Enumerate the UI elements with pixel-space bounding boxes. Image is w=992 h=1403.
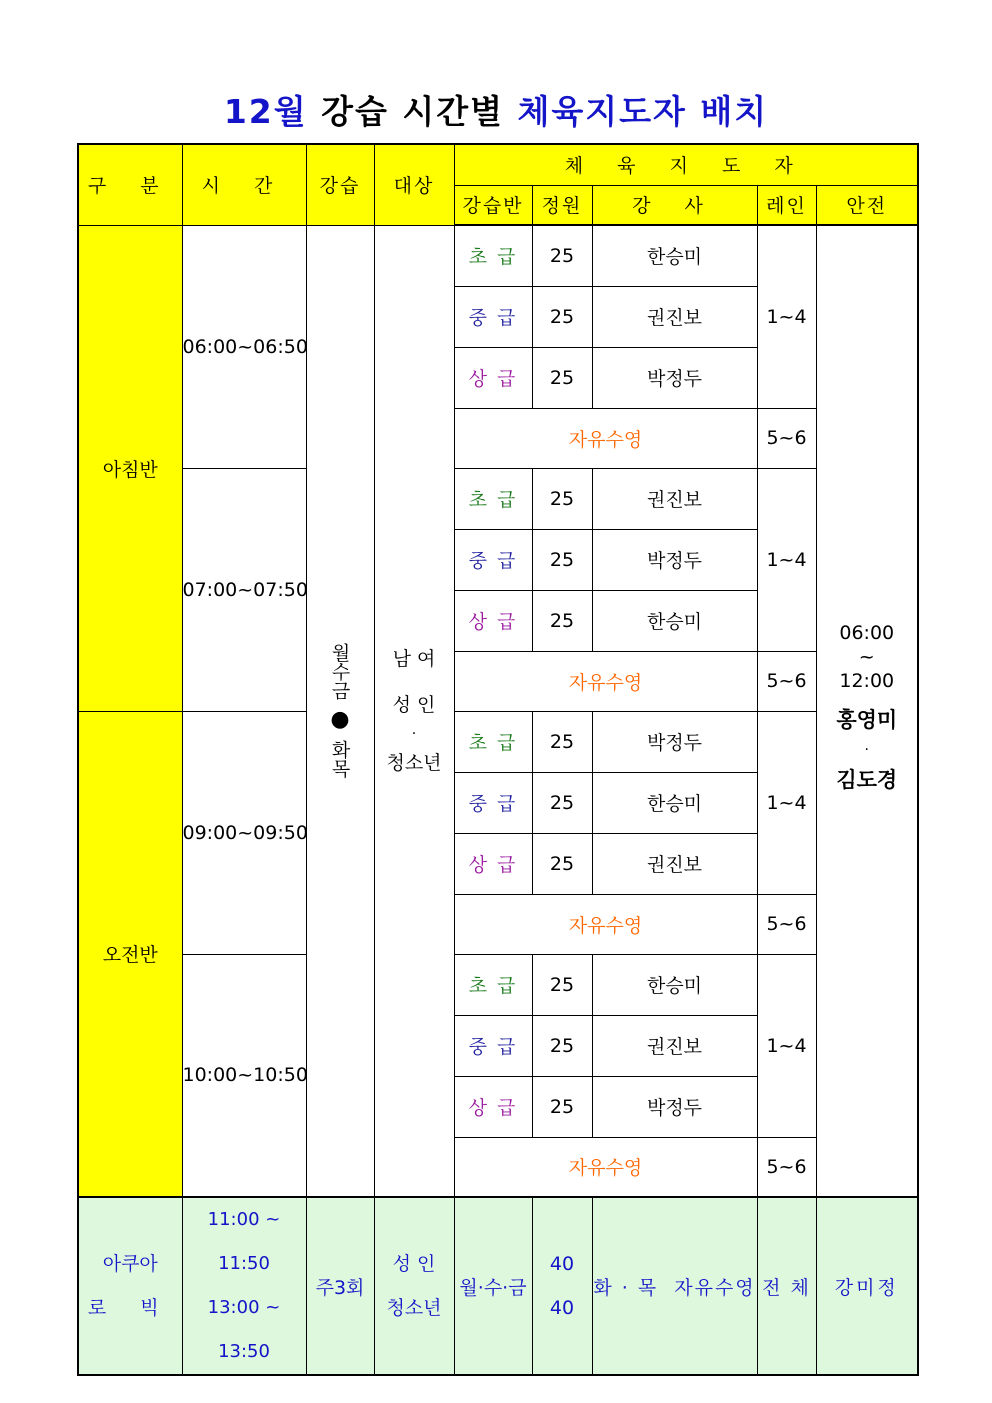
lane-free: 5~6 bbox=[757, 894, 816, 954]
slot-time: 06:00~06:50 bbox=[182, 225, 306, 468]
capacity: 25 bbox=[532, 529, 592, 590]
instructor: 박정두 bbox=[592, 347, 757, 408]
lane-lessons: 1~4 bbox=[757, 468, 816, 651]
level-intermediate: 중 급 bbox=[454, 529, 532, 590]
session-morning: 아침반 bbox=[78, 225, 182, 711]
level-beginner: 초 급 bbox=[454, 468, 532, 529]
aqua-frequency: 주3회 bbox=[306, 1197, 374, 1375]
header-lesson: 강습 bbox=[306, 144, 374, 225]
target-line3: 청소년 bbox=[386, 751, 442, 774]
capacity: 25 bbox=[532, 225, 592, 286]
level-advanced: 상 급 bbox=[454, 833, 532, 894]
level-beginner: 초 급 bbox=[454, 711, 532, 772]
lesson-days-cell bbox=[306, 225, 374, 1197]
aqua-time2: 13:00 ~ 13:50 bbox=[207, 1297, 281, 1362]
capacity: 25 bbox=[532, 347, 592, 408]
aqua-capacity2: 40 bbox=[549, 1297, 575, 1319]
safety-staff2: 김도경 bbox=[836, 768, 898, 792]
lesson-days-line2: 화목 bbox=[328, 740, 351, 779]
lane-lessons: 1~4 bbox=[757, 954, 816, 1137]
aqua-target1: 성 인 bbox=[392, 1253, 436, 1275]
capacity: 25 bbox=[532, 1015, 592, 1076]
free-swim: 자유수영 bbox=[454, 408, 757, 468]
instructor: 한승미 bbox=[592, 590, 757, 651]
safety-cell bbox=[816, 225, 918, 1197]
aqua-capacity-cell bbox=[532, 1197, 592, 1375]
capacity: 25 bbox=[532, 772, 592, 833]
level-advanced: 상 급 bbox=[454, 347, 532, 408]
level-intermediate: 중 급 bbox=[454, 1015, 532, 1076]
instructor: 박정두 bbox=[592, 529, 757, 590]
level-intermediate: 중 급 bbox=[454, 772, 532, 833]
level-beginner: 초 급 bbox=[454, 225, 532, 286]
header-instructor: 강 사 bbox=[592, 185, 757, 225]
header-class: 강습반 bbox=[454, 185, 532, 225]
aqua-time-cell bbox=[182, 1197, 306, 1375]
instructor: 권진보 bbox=[592, 833, 757, 894]
level-advanced: 상 급 bbox=[454, 590, 532, 651]
instructor: 권진보 bbox=[592, 468, 757, 529]
capacity: 25 bbox=[532, 286, 592, 347]
instructor: 한승미 bbox=[592, 225, 757, 286]
target-line2: 성 인 bbox=[392, 693, 436, 716]
target-cell bbox=[374, 225, 454, 1197]
target-separator: · bbox=[411, 725, 417, 742]
lane-free: 5~6 bbox=[757, 408, 816, 468]
safety-staff1: 홍영미 bbox=[836, 708, 898, 732]
free-swim: 자유수영 bbox=[454, 894, 757, 954]
aqua-days: 월·수·금 bbox=[454, 1197, 532, 1375]
capacity: 25 bbox=[532, 590, 592, 651]
lane-lessons: 1~4 bbox=[757, 225, 816, 408]
target-line1: 남 여 bbox=[392, 647, 436, 670]
instructor: 권진보 bbox=[592, 286, 757, 347]
capacity: 25 bbox=[532, 468, 592, 529]
header-target: 대상 bbox=[374, 144, 454, 225]
lesson-days-line1: 월수금 bbox=[328, 643, 351, 701]
aqua-time1: 11:00 ~ 11:50 bbox=[207, 1209, 281, 1274]
aqua-capacity1: 40 bbox=[549, 1253, 575, 1275]
instructor: 권진보 bbox=[592, 1015, 757, 1076]
title-month: 12월 bbox=[223, 92, 308, 131]
safety-separator: · bbox=[864, 742, 869, 758]
safety-tilde: ~ bbox=[858, 646, 875, 668]
header-time: 시 간 bbox=[182, 144, 306, 225]
aqua-lane: 전 체 bbox=[757, 1197, 816, 1375]
instructor: 박정두 bbox=[592, 1076, 757, 1137]
aqua-instructor: 강미정 bbox=[816, 1197, 918, 1375]
safety-to: 12:00 bbox=[839, 670, 895, 692]
instructor: 한승미 bbox=[592, 772, 757, 833]
instructor: 한승미 bbox=[592, 954, 757, 1015]
lane-free: 5~6 bbox=[757, 1137, 816, 1197]
aqua-name-line1: 아쿠아 bbox=[102, 1253, 158, 1275]
title-middle: 강습 시간별 bbox=[321, 92, 505, 131]
lane-free: 5~6 bbox=[757, 651, 816, 711]
slot-time: 10:00~10:50 bbox=[182, 954, 306, 1197]
level-advanced: 상 급 bbox=[454, 1076, 532, 1137]
lane-lessons: 1~4 bbox=[757, 711, 816, 894]
page-title bbox=[0, 86, 992, 133]
slot-time: 07:00~07:50 bbox=[182, 468, 306, 711]
aqua-target-cell bbox=[374, 1197, 454, 1375]
session-forenoon: 오전반 bbox=[78, 711, 182, 1197]
schedule-table bbox=[77, 143, 919, 1376]
header-safety: 안전 bbox=[816, 185, 918, 225]
free-swim: 자유수영 bbox=[454, 651, 757, 711]
instructor: 박정두 bbox=[592, 711, 757, 772]
capacity: 25 bbox=[532, 833, 592, 894]
header-division: 구 분 bbox=[78, 144, 182, 225]
title-end: 체육지도자 배치 bbox=[517, 92, 769, 131]
aqua-target2: 청소년 bbox=[386, 1297, 442, 1319]
safety-from: 06:00 bbox=[839, 622, 895, 644]
level-beginner: 초 급 bbox=[454, 954, 532, 1015]
capacity: 25 bbox=[532, 711, 592, 772]
aqua-name-line2: 로 빅 bbox=[87, 1297, 173, 1319]
header-capacity: 정원 bbox=[532, 185, 592, 225]
capacity: 25 bbox=[532, 1076, 592, 1137]
aqua-note: 화 · 목 자유수영 bbox=[592, 1197, 757, 1375]
header-lane: 레인 bbox=[757, 185, 816, 225]
aqua-name-cell bbox=[78, 1197, 182, 1375]
level-intermediate: 중 급 bbox=[454, 286, 532, 347]
header-instructors-group: 체 육 지 도 자 bbox=[454, 144, 918, 185]
lesson-days-dot-icon: ● bbox=[330, 707, 350, 733]
capacity: 25 bbox=[532, 954, 592, 1015]
slot-time: 09:00~09:50 bbox=[182, 711, 306, 954]
free-swim: 자유수영 bbox=[454, 1137, 757, 1197]
